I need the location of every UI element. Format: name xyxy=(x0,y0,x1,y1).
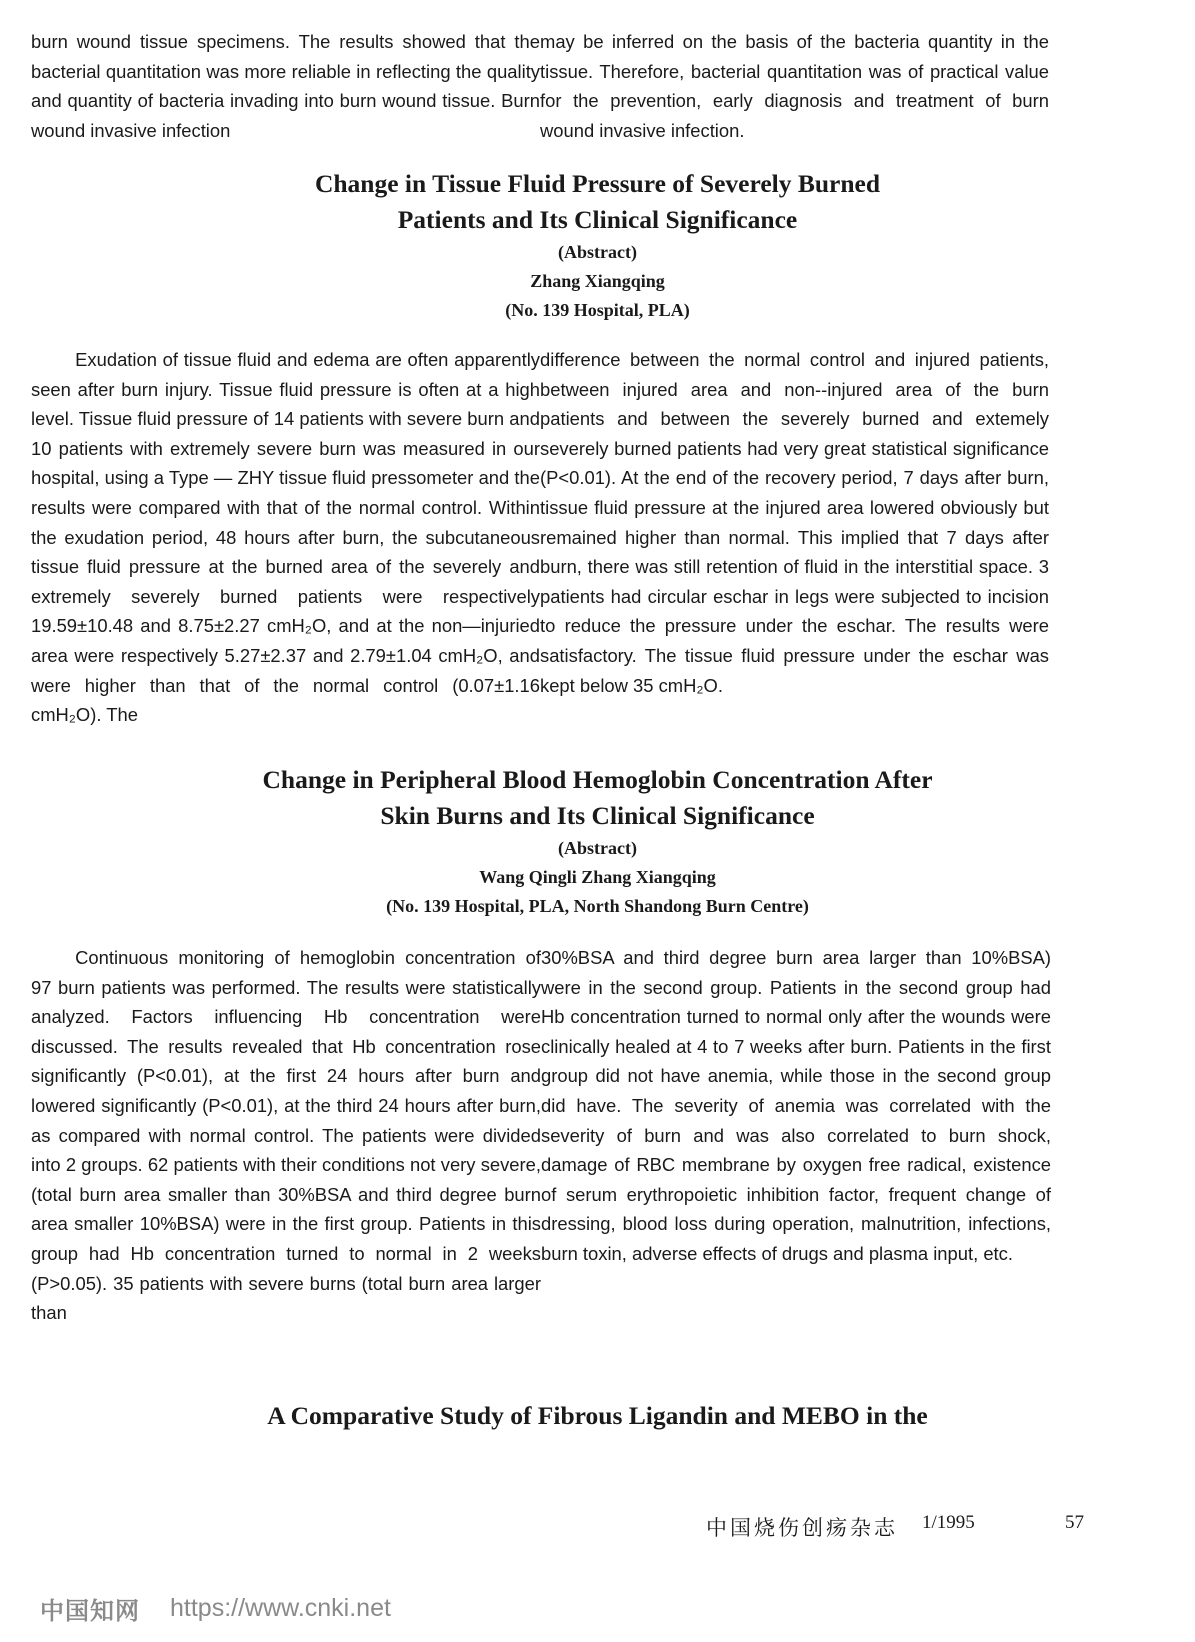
intro-right-text: may be inferred on the basis of the bacteria quantity in the tissue. Therefore, bacterial quantitation was of practical value for the prevention, early diagnosis and treatment of burn wound invasive infection. xyxy=(540,31,1049,141)
article2-header xyxy=(0,762,1195,921)
article2-left-text: Continuous monitoring of hemoglobin concentration of 97 burn patients was performed. The results were statistically analyzed. Factors influencing Hb concentration were discussed. The results revealed that Hb concentration rose significantly (P<0.01), at the first 24 hours after burn and lowered significantly (P<0.01), at the third 24 hours after burn, as compared with normal control. The patients were divided into 2 groups. 62 patients with their conditions not very severe, (total burn area smaller than 30%BSA and third degree burn area smaller 10%BSA) were in the first group. Patients in this group had Hb concentration turned to normal in 2 weeks (P>0.05). 35 patients with severe burns (total burn area larger than xyxy=(31,947,541,1324)
journal-name: 中国烧伤创疡杂志 xyxy=(706,1516,898,1540)
cnki-logo: 中国知网 xyxy=(40,1596,140,1625)
article2-left-column xyxy=(31,943,541,1328)
article1-author: Zhang Xiangqing xyxy=(530,271,665,291)
article3-title-line1: A Comparative Study of Fibrous Ligandin and MEBO in the xyxy=(267,1401,928,1430)
article2-right-text: 30%BSA and third degree burn area larger than 10%BSA) were in the second group. Patients in the second group had Hb concentration turned to normal only after the wounds were clinically healed at 4 to 7 weeks after burn. Patients in the first group did not have anemia, while those in the second group did have. The severity of anemia was correlated with the severity of burn and was also correlated to burn shock, damage of RBC membrane by oxygen free radical, existence of serum erythropoietic inhibition factor, frequent change of dressing, blood loss during operation, malnutrition, infections, burn toxin, adverse effects of drugs and plasma input, etc. xyxy=(541,947,1051,1264)
cnki-url[interactable]: https://www.cnki.net xyxy=(170,1593,391,1622)
article1-right-text: difference between the normal control and injured patients, between injured area and non--injured area of the burn patients and between the severely burned and extemely severely burned patients had very great statistical significance (P<0.01). At the end of the recovery period, 7 days after burn, tissue fluid pressure at the injured area lowered obviously but remained higher than normal. This implied that 7 days after burn, there was still retention of fluid in the interstitial space. 3 patients had circular eschar in legs were subjected to incision to reduce the pressure under the eschar. The results were satisfactory. The tissue fluid pressure under the eschar was kept below 35 cmH₂O. xyxy=(540,349,1049,696)
article1-right-column xyxy=(540,345,1049,730)
page-footer xyxy=(0,1512,1195,1542)
article1-abstract-label: (Abstract) xyxy=(558,242,637,262)
article1-left-text: Exudation of tissue fluid and edema are often apparently seen after burn injury. Tissue fluid pressure is often at a high level. Tissue fluid pressure of 14 patients with severe burn and 10 patients with extremely severe burn was measured in our hospital, using a Type — ZHY tissue fluid pressometer and the results were compared with that of the normal control. Within the exudation period, 48 hours after burn, the subcutaneous tissue fluid pressure at the burned area of the severely and extremely severely burned patients were respectively 19.59±10.48 and 8.75±2.27 cmH₂O, and at the non—injuried area were respectively 5.27±2.37 and 2.79±1.04 cmH₂O, and were higher than that of the normal control (0.07±1.16 cmH₂O). The xyxy=(31,349,540,726)
cnki-watermark xyxy=(40,1588,391,1628)
article2-body xyxy=(31,943,1051,1328)
intro-left-text: burn wound tissue specimens. The results showed that the bacterial quantitation was more reliable in reflecting the quality and quantity of bacteria invading into burn wound tissue. Burn wound invasive infection xyxy=(31,31,540,141)
article1-body xyxy=(31,345,1049,730)
article1-affiliation: (No. 139 Hospital, PLA) xyxy=(505,300,690,320)
article2-title-line1: Change in Peripheral Blood Hemoglobin Concentration After xyxy=(262,765,933,794)
article2-title-line2: Skin Burns and Its Clinical Significance xyxy=(380,801,815,830)
article3-header xyxy=(0,1398,1195,1434)
page-number: 57 xyxy=(1065,1512,1084,1533)
intro-right-column xyxy=(540,27,1049,145)
article2-abstract-label: (Abstract) xyxy=(558,838,637,858)
intro-left-column xyxy=(31,27,540,145)
article2-affiliation: (No. 139 Hospital, PLA, North Shandong Burn Centre) xyxy=(386,896,809,916)
article1-header xyxy=(0,166,1195,325)
article1-title-line2: Patients and Its Clinical Significance xyxy=(397,205,798,234)
article2-author: Wang Qingli Zhang Xiangqing xyxy=(479,867,716,887)
article1-left-column xyxy=(31,345,540,730)
intro-continuation xyxy=(31,27,1049,145)
article1-title-line1: Change in Tissue Fluid Pressure of Severely Burned xyxy=(314,169,881,198)
article2-right-column xyxy=(541,943,1051,1328)
issue-number: 1/1995 xyxy=(922,1512,975,1533)
